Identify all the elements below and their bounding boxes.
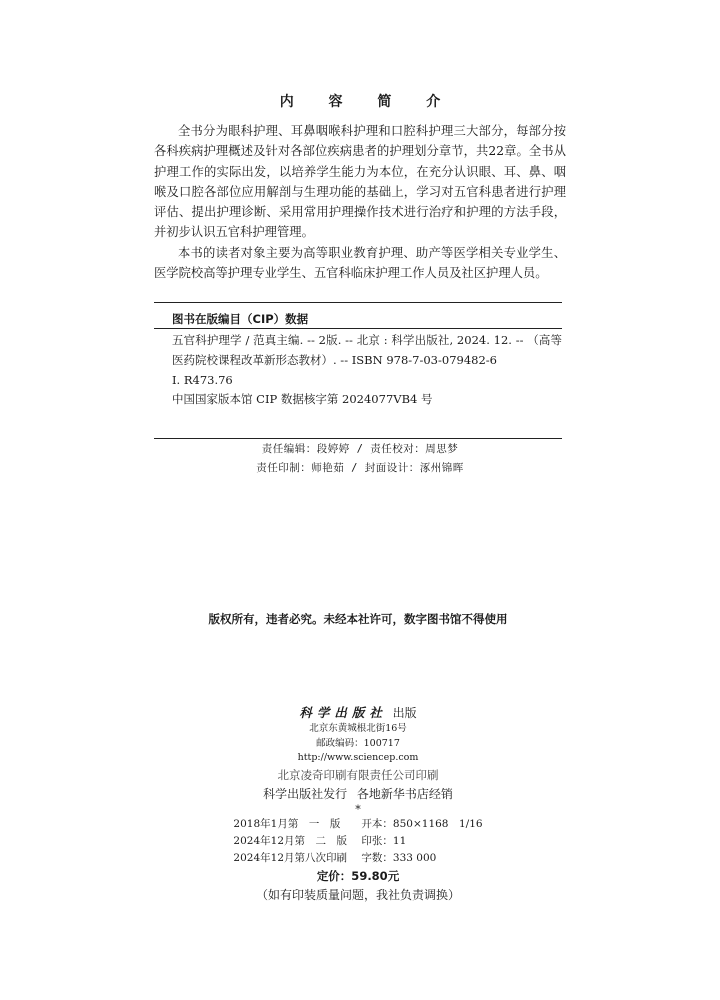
cip-data-box	[154, 302, 562, 439]
editorial-credits	[0, 440, 720, 477]
summary-paragraph-1: 全书分为眼科护理、耳鼻咽喉科护理和口腔科护理三大部分，每部分按各科疾病护理概述及针对各部位疾病患者的护理划分章节，共22章。全书从护理工作的实际出发，以培养学生能力为本位，在充分认识眼、耳、鼻、咽喉及口腔各部位应用解剖与生理功能的基础上，学习对五官科患者进行护理评估、提出护理诊断、采用常用护理操作技术进行治疗和护理的方法手段，并初步认识五官科护理管理。	[154, 124, 566, 240]
publisher-suffix: 出版	[392, 706, 417, 720]
publisher-line	[0, 704, 716, 722]
cip-data-number: 中国国家版本馆 CIP 数据核字第 2024077VB4 号	[172, 392, 433, 407]
cip-classification: Ⅰ. R473.76	[172, 372, 233, 387]
publisher-address: 北京东黄城根北街16号	[309, 723, 407, 734]
publisher-postcode: 邮政编码：100717	[316, 737, 400, 749]
printer-line: 北京凌奇印刷有限责任公司印刷	[277, 767, 439, 782]
edition-row	[233, 816, 482, 833]
summary-paragraph-2: 本书的读者对象主要为高等职业教育护理、助产等医学相关专业学生、医学院校高等护理专业学生、五官科临床护理工作人员及社区护理人员。	[154, 245, 566, 281]
distribution-line: 科学出版社发行 各地新华书店经销	[263, 786, 453, 801]
cip-body	[172, 331, 562, 410]
cip-heading: 图书在版编目（CIP）数据	[172, 312, 309, 326]
edition-row	[233, 833, 482, 850]
edition-row-left: 2024年12月第 二 版	[233, 834, 348, 847]
exchange-notice: （如有印装质量问题，我社负责调换）	[255, 887, 460, 902]
cip-divider	[154, 328, 562, 329]
summary-body	[154, 121, 566, 283]
copyright-notice: 版权所有，违者必究。未经本社许可，数字图书馆不得使用	[208, 612, 508, 626]
edition-row-right: 字数：333 000	[361, 851, 437, 864]
publisher-website: http://www.sciencep.com	[297, 752, 419, 763]
edition-row-right: 印张：11	[361, 834, 407, 847]
edition-row-right: 开本：850×1168 1/16	[361, 817, 483, 830]
credits-production: 责任印制：师艳茹 / 封面设计：涿州锦晖	[256, 461, 464, 474]
publisher-block	[0, 704, 716, 905]
edition-row	[233, 850, 482, 867]
edition-row-left: 2024年12月第八次印刷	[233, 851, 348, 864]
separator-star: *	[355, 802, 361, 816]
price: 定价：59.80元	[316, 868, 400, 883]
publisher-logo: 科学出版社	[299, 705, 387, 720]
edition-row-left: 2018年1月第 一 版	[233, 817, 341, 830]
edition-table	[233, 816, 482, 867]
summary-title: 内 容 简 介	[279, 94, 456, 110]
cip-record: 五官科护理学 / 范真主编. -- 2版. -- 北京 : 科学出版社, 2024. 12. -- （高等医药院校课程改革新形态教材）. -- ISBN 978-7-03-079482-6	[172, 333, 562, 367]
credits-editors: 责任编辑：段婷婷 / 责任校对：周思梦	[261, 443, 459, 455]
